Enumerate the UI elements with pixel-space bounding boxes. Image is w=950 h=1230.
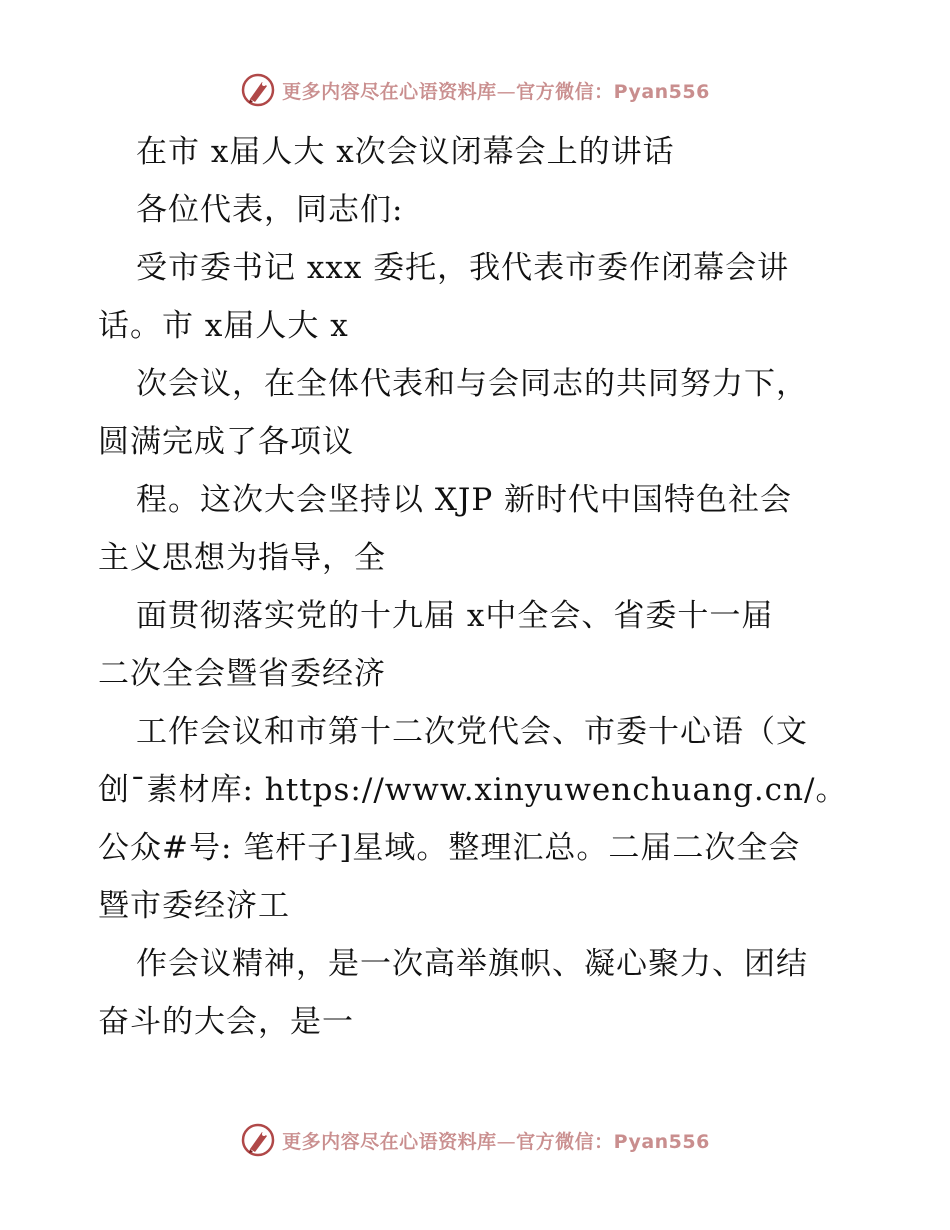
footer-banner xyxy=(0,1120,950,1160)
paragraph-line: 工作会议和市第十二次党代会、市委十心语（文 xyxy=(136,714,808,750)
document-title: 在市 x届人大 x次会议闭幕会上的讲话 xyxy=(136,134,675,170)
header-dash: — xyxy=(496,80,517,103)
document-salutation: 各位代表，同志们: xyxy=(136,192,404,228)
paragraph-line: 面贯彻落实党的十九届 x中全会、省委十一届 xyxy=(136,598,774,634)
paragraph-line: 创¯素材库: https://www.xinyuwenchuang.cn/。 xyxy=(98,772,848,808)
paragraph-line: 作会议精神，是一次高举旗帜、凝心聚力、团结 xyxy=(136,946,808,982)
header-wechat-id: Pyan556 xyxy=(613,80,710,103)
paragraph-line: 圆满完成了各项议 xyxy=(98,424,354,460)
header-official-text: 官方微信： xyxy=(516,80,614,103)
paragraph-line: 暨市委经济工 xyxy=(98,888,290,924)
footer-wechat-id: Pyan556 xyxy=(613,1130,710,1153)
footer-site-text: 更多内容尽在心语资料库 xyxy=(282,1130,497,1153)
header-banner-text xyxy=(282,77,710,104)
pen-logo-icon xyxy=(240,1122,276,1158)
paragraph-line: 话。市 x届人大 x xyxy=(98,308,349,344)
header-banner xyxy=(0,70,950,110)
paragraph-line: 公众#号: 笔杆子]星域。整理汇总。二届二次全会 xyxy=(98,830,801,866)
paragraph-line: 主义思想为指导，全 xyxy=(98,540,386,576)
paragraph-line: 次会议，在全体代表和与会同志的共同努力下， xyxy=(136,366,808,402)
header-banner-content xyxy=(240,72,710,108)
footer-banner-content xyxy=(240,1122,710,1158)
footer-official-text: 官方微信： xyxy=(516,1130,614,1153)
paragraph-line: 程。这次大会坚持以 XJP 新时代中国特色社会 xyxy=(136,482,793,518)
paragraph-line: 受市委书记 xxx 委托，我代表市委作闭幕会讲 xyxy=(136,250,790,286)
paragraph-line: 二次全会暨省委经济 xyxy=(98,656,386,692)
header-site-text: 更多内容尽在心语资料库 xyxy=(282,80,497,103)
paragraph-line: 奋斗的大会，是一 xyxy=(98,1004,354,1040)
footer-banner-text xyxy=(282,1127,710,1154)
pen-logo-icon xyxy=(240,72,276,108)
document-body xyxy=(98,123,858,1051)
footer-dash: — xyxy=(496,1130,517,1153)
